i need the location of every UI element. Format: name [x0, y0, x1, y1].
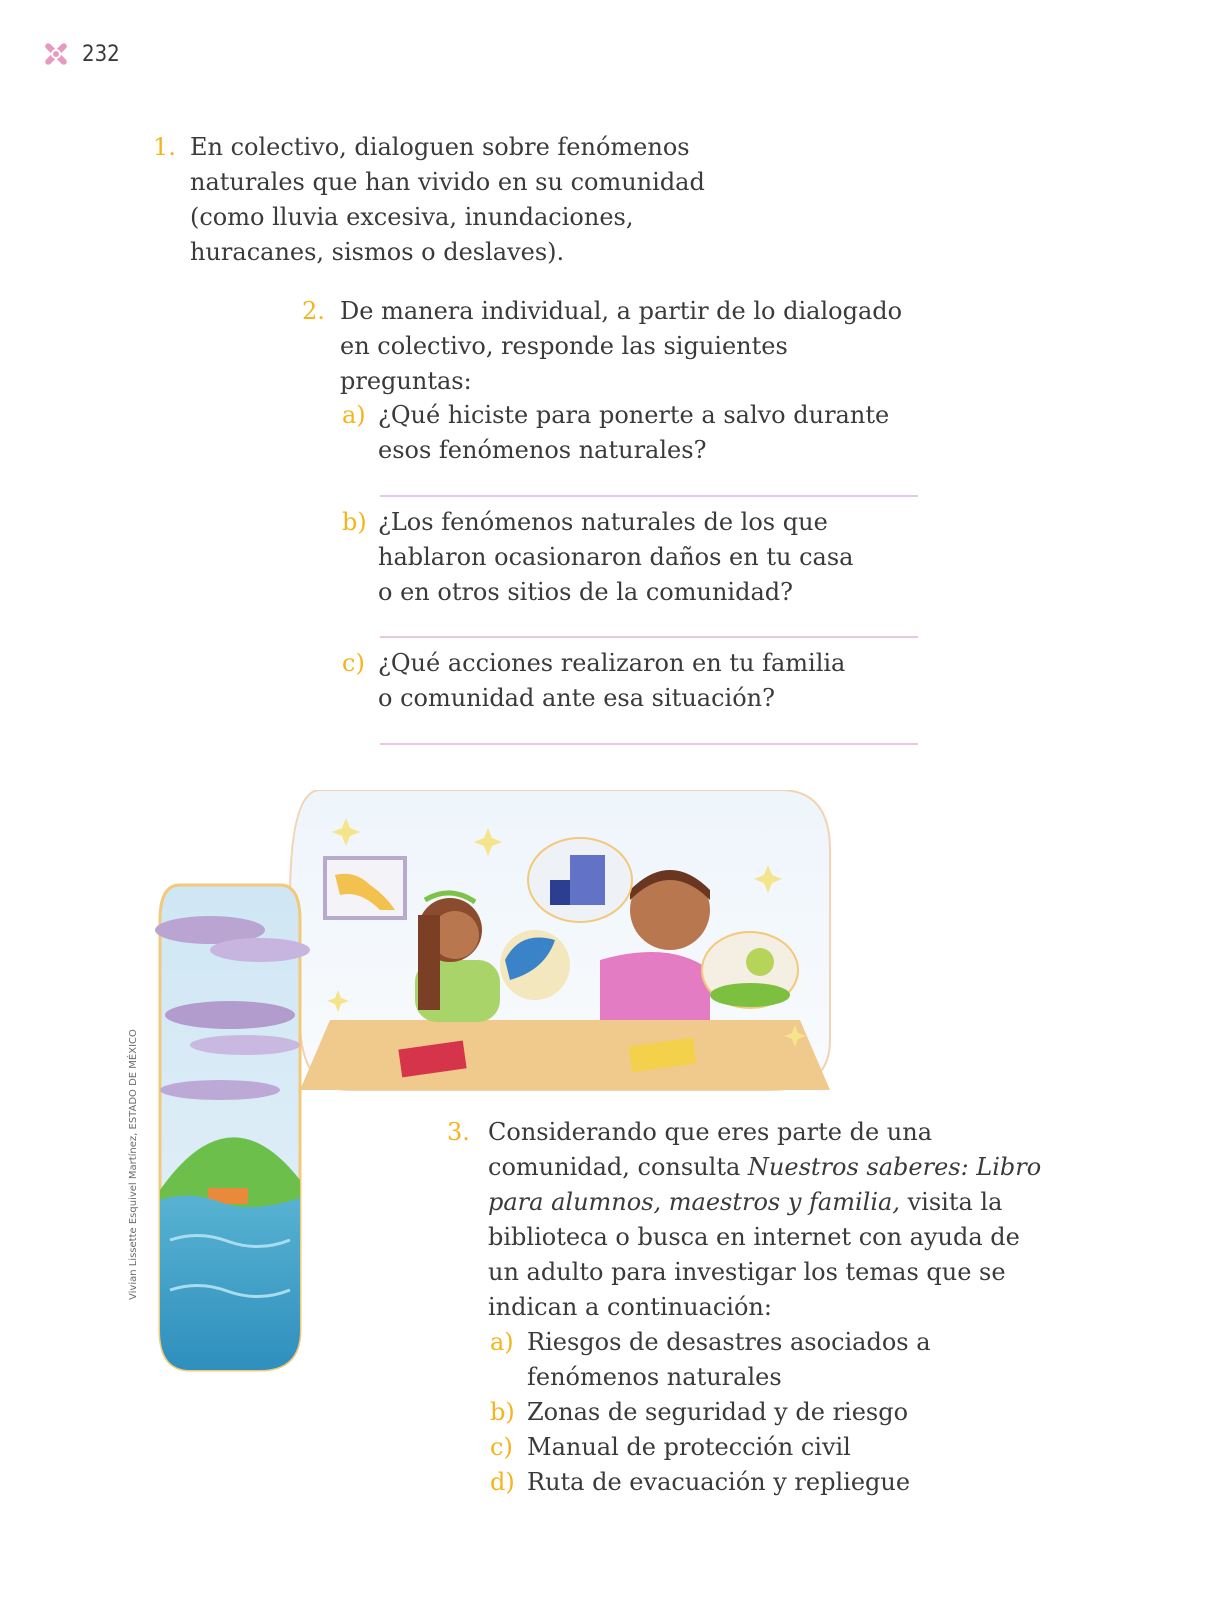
- item-letter: a): [342, 401, 366, 429]
- topic-b: [527, 1395, 908, 1430]
- text-segment: visita la: [899, 1188, 1003, 1216]
- text-line: o comunidad ante esa situación?: [378, 684, 775, 712]
- text-line: o en otros sitios de la comunidad?: [378, 578, 793, 606]
- question-text: [340, 294, 902, 399]
- text-line: fenómenos naturales: [527, 1363, 782, 1391]
- text-line: (como lluvia excesiva, inundaciones,: [190, 203, 634, 231]
- topic-c: [527, 1430, 851, 1465]
- item-letter: b): [342, 508, 367, 536]
- page-header: [38, 36, 120, 72]
- topic-d: [527, 1465, 910, 1500]
- item-letter: a): [490, 1328, 514, 1356]
- item-letter: d): [490, 1468, 515, 1496]
- text-line: un adulto para investigar los temas que se: [488, 1258, 1006, 1286]
- question-number: 1.: [153, 133, 176, 161]
- text-line: Ruta de evacuación y repliegue: [527, 1468, 911, 1496]
- text-line: Manual de protección civil: [527, 1433, 851, 1461]
- text-line: hablaron ocasionaron daños en tu casa: [378, 543, 854, 571]
- answer-line-b[interactable]: [380, 636, 918, 638]
- text-line: [488, 1185, 1041, 1220]
- question-text: [488, 1115, 1041, 1325]
- text-line: Considerando que eres parte de una: [488, 1118, 933, 1146]
- question-number: 3.: [447, 1118, 470, 1146]
- text-line: en colectivo, responde las siguientes: [340, 332, 788, 360]
- text-line: naturales que han vivido en su comunidad: [190, 168, 705, 196]
- text-line: ¿Qué hiciste para ponerte a salvo durante: [378, 401, 890, 429]
- text-line: ¿Los fenómenos naturales de los que: [378, 508, 828, 536]
- text-line: biblioteca o busca en internet con ayuda de: [488, 1223, 1020, 1251]
- text-line: En colectivo, dialoguen sobre fenómenos: [190, 133, 690, 161]
- text-line: De manera individual, a partir de lo dialogado: [340, 297, 903, 325]
- question-text: [190, 130, 705, 270]
- text-line: ¿Qué acciones realizaron en tu familia: [378, 649, 846, 677]
- subquestion-c: [378, 646, 845, 716]
- decorative-star-icon: [38, 36, 74, 72]
- page-number: 232: [82, 41, 120, 67]
- text-line: Zonas de seguridad y de riesgo: [527, 1398, 909, 1426]
- answer-line-a[interactable]: [380, 495, 918, 497]
- answer-line-c[interactable]: [380, 743, 918, 745]
- item-letter: b): [490, 1398, 515, 1426]
- text-line: esos fenómenos naturales?: [378, 436, 707, 464]
- book-title: Nuestros saberes: Libro: [747, 1153, 1042, 1181]
- text-line: huracanes, sismos o deslaves).: [190, 238, 565, 266]
- topic-a: [527, 1325, 931, 1395]
- item-letter: c): [342, 649, 365, 677]
- subquestion-a: [378, 398, 889, 468]
- item-letter: c): [490, 1433, 513, 1461]
- book-title: para alumnos, maestros y familia,: [488, 1188, 900, 1216]
- text-line: preguntas:: [340, 367, 472, 395]
- text-line: Riesgos de desastres asociados a: [527, 1328, 931, 1356]
- illustration-credit: Vivian Lissette Esquivel Martínez, ESTADO DE MÉXICO: [128, 1029, 139, 1300]
- text-line: [488, 1150, 1041, 1185]
- text-segment: comunidad, consulta: [488, 1153, 748, 1181]
- text-line: indican a continuación:: [488, 1293, 772, 1321]
- question-number: 2.: [302, 297, 325, 325]
- subquestion-b: [378, 505, 853, 610]
